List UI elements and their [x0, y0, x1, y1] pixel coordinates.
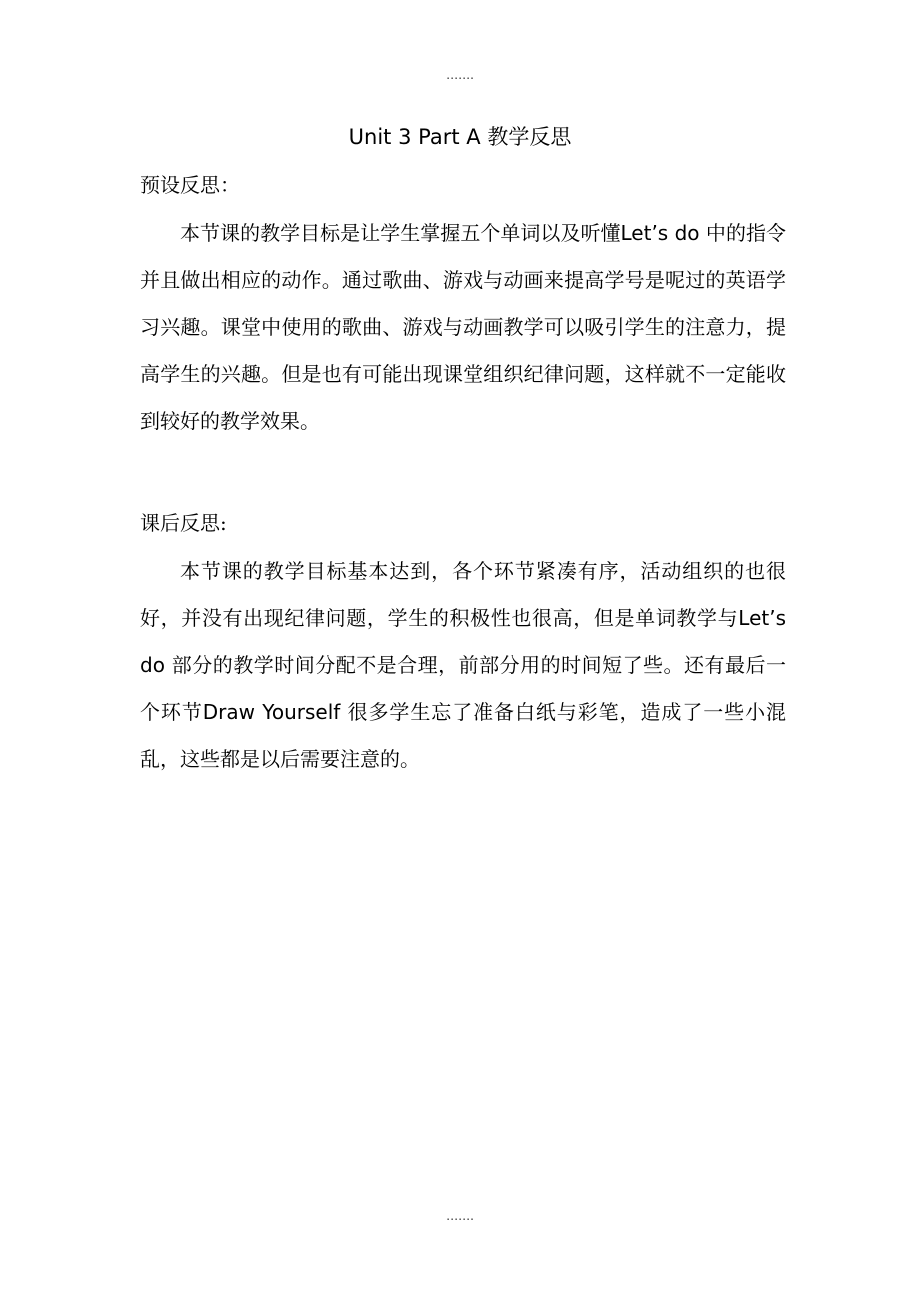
header-dots: …….: [446, 68, 474, 82]
document-title: [0, 124, 920, 150]
post-reflection-heading: 课后反思:: [140, 511, 227, 535]
post-draw-yourself: Draw Yourself: [202, 700, 341, 724]
preset-reflection-paragraph: [140, 210, 786, 445]
post-text-1: 本节课的教学目标基本达到，各个环节紧凑有序，活动组织的也很好，并没有出现纪律问题，学生的积极性也很高，但是单词教学与: [140, 559, 786, 630]
title-latin: Unit 3 Part A: [348, 125, 481, 149]
post-text-3: 很多学生忘了准备白纸与彩笔，造成了一些小混乱，这些都是以后需要注意的。: [140, 700, 787, 771]
footer-dots: …….: [446, 1209, 474, 1223]
post-reflection-paragraph: [140, 548, 786, 783]
post-text-2: 部分的教学时间分配不是合理，前部分用的时间短了些。还有最后一个环节: [140, 653, 786, 724]
preset-reflection-heading: 预设反思：: [140, 173, 240, 197]
preset-lets-do: Let’s do: [620, 221, 700, 245]
preset-text-2: 中的指令并且做出相应的动作。通过歌曲、游戏与动画来提高学号是呢过的英语学习兴趣。课堂中使用的歌曲、游戏与动画教学可以吸引学生的注意力，提高学生的兴趣。但是也有可能出现课堂组织纪律问题，这样就不一定能收到较好的教学效果。: [140, 221, 786, 433]
post-lets-do: Let’s do: [140, 606, 786, 677]
preset-text-1: 本节课的教学目标是让学生掌握五个单词以及听懂: [180, 221, 621, 245]
title-chinese: 教学反思: [480, 125, 572, 149]
